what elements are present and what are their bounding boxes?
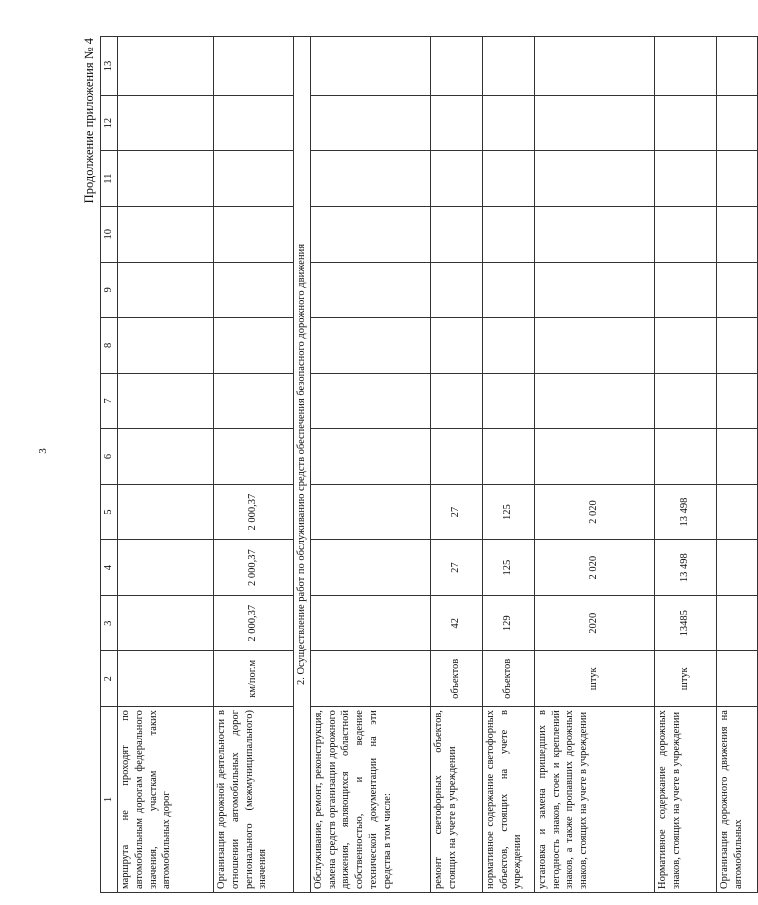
empty-cell: [654, 151, 716, 207]
row-name-cell: Обслуживание, ремонт, реконструкция, замена средств организации дорожного движения, являющихся областной собственностью, и ведение технической документации на эти средства в том числе:: [310, 707, 430, 893]
value-cell: 125: [482, 540, 534, 596]
empty-cell: [482, 151, 534, 207]
empty-cell: [716, 262, 757, 318]
empty-cell: [117, 95, 213, 151]
row-name-cell: маршрута не проходят по автомобильным дорогам федерального значения, участкам таких автомобильных дорог: [117, 707, 213, 893]
empty-cell: [716, 318, 757, 374]
value-cell: 2 000,37: [213, 595, 293, 651]
column-header: 1: [101, 707, 118, 893]
empty-cell: [654, 373, 716, 429]
empty-cell: [534, 95, 654, 151]
empty-cell: [213, 37, 293, 96]
row-name-cell: Организация дорожного движения на автомобильных: [716, 707, 757, 893]
section-title: 2. Осуществление работ по обслуживанию средств обеспечения безопасного дорожного движения: [293, 37, 310, 893]
empty-cell: [213, 95, 293, 151]
empty-cell: [534, 429, 654, 485]
value-cell: [117, 595, 213, 651]
value-cell: [716, 595, 757, 651]
unit-cell: штук: [534, 651, 654, 707]
empty-cell: [654, 37, 716, 96]
column-header: 10: [101, 207, 118, 263]
unit-cell: объектов: [482, 651, 534, 707]
value-cell: 129: [482, 595, 534, 651]
column-header: 3: [101, 595, 118, 651]
empty-cell: [482, 207, 534, 263]
empty-cell: [117, 429, 213, 485]
empty-cell: [716, 207, 757, 263]
column-header: 5: [101, 484, 118, 540]
empty-cell: [310, 262, 430, 318]
empty-cell: [117, 373, 213, 429]
empty-cell: [654, 262, 716, 318]
row-name-cell: Нормативное содержание дорожных знаков, стоящих на учете в учреждении: [654, 707, 716, 893]
table-row: [482, 37, 534, 893]
value-cell: 2 020: [534, 540, 654, 596]
empty-cell: [654, 207, 716, 263]
row-name-cell: Организация дорожной деятельности в отношении автомобильных дорог регионального (межмуниципального) значения: [213, 707, 293, 893]
empty-cell: [310, 37, 430, 96]
value-cell: 42: [430, 595, 482, 651]
value-cell: [310, 540, 430, 596]
table-row: [430, 37, 482, 893]
empty-cell: [534, 318, 654, 374]
empty-cell: [534, 373, 654, 429]
column-header: 13: [101, 37, 118, 96]
unit-cell: штук: [654, 651, 716, 707]
unit-cell: [117, 651, 213, 707]
value-cell: 2 020: [534, 484, 654, 540]
table-row: [716, 37, 757, 893]
empty-cell: [117, 262, 213, 318]
unit-cell: [310, 651, 430, 707]
empty-cell: [430, 95, 482, 151]
column-header: 11: [101, 151, 118, 207]
empty-cell: [117, 37, 213, 96]
value-cell: [716, 484, 757, 540]
empty-cell: [534, 262, 654, 318]
value-cell: 13 498: [654, 484, 716, 540]
table-row: [117, 37, 213, 893]
empty-cell: [716, 151, 757, 207]
data-table: [100, 36, 758, 893]
row-name-cell: установка и замена пришедших в негодность знаков, стоек и креплений знаков, а также пропавших дорожных знаков, стоящих на учете в учреждении: [534, 707, 654, 893]
empty-cell: [654, 95, 716, 151]
empty-cell: [534, 151, 654, 207]
empty-cell: [310, 95, 430, 151]
empty-cell: [310, 207, 430, 263]
section-row: [293, 37, 310, 893]
empty-cell: [213, 318, 293, 374]
empty-cell: [430, 37, 482, 96]
column-header: 6: [101, 429, 118, 485]
column-header: 8: [101, 318, 118, 374]
empty-cell: [482, 37, 534, 96]
value-cell: 27: [430, 540, 482, 596]
table-row: [310, 37, 430, 893]
empty-cell: [482, 429, 534, 485]
empty-cell: [213, 207, 293, 263]
empty-cell: [716, 95, 757, 151]
value-cell: [310, 595, 430, 651]
empty-cell: [430, 318, 482, 374]
empty-cell: [716, 373, 757, 429]
empty-cell: [430, 373, 482, 429]
empty-cell: [310, 318, 430, 374]
empty-cell: [310, 373, 430, 429]
row-name-cell: нормативное содержание светофорных объектов, стоящих на учете в учреждении: [482, 707, 534, 893]
column-header: 4: [101, 540, 118, 596]
empty-cell: [213, 429, 293, 485]
empty-cell: [534, 207, 654, 263]
empty-cell: [716, 429, 757, 485]
empty-cell: [534, 37, 654, 96]
empty-cell: [482, 318, 534, 374]
value-cell: [310, 484, 430, 540]
value-cell: 13 498: [654, 540, 716, 596]
empty-cell: [117, 151, 213, 207]
empty-cell: [482, 262, 534, 318]
value-cell: 2020: [534, 595, 654, 651]
empty-cell: [716, 37, 757, 96]
appendix-caption: Продолжение приложения № 4: [82, 38, 96, 204]
empty-cell: [310, 151, 430, 207]
value-cell: [716, 540, 757, 596]
empty-cell: [117, 207, 213, 263]
value-cell: 27: [430, 484, 482, 540]
empty-cell: [117, 318, 213, 374]
unit-cell: [716, 651, 757, 707]
value-cell: 13485: [654, 595, 716, 651]
empty-cell: [482, 373, 534, 429]
column-header: 12: [101, 95, 118, 151]
table-row: [534, 37, 654, 893]
empty-cell: [310, 429, 430, 485]
empty-cell: [213, 151, 293, 207]
empty-cell: [482, 95, 534, 151]
row-name-cell: ремонт светофорных объектов, стоящих на учете в учреждении: [430, 707, 482, 893]
empty-cell: [430, 207, 482, 263]
column-header: 9: [101, 262, 118, 318]
value-cell: [117, 540, 213, 596]
table-row: [213, 37, 293, 893]
value-cell: 2 000,37: [213, 484, 293, 540]
value-cell: 125: [482, 484, 534, 540]
header-row: [101, 37, 118, 893]
empty-cell: [654, 429, 716, 485]
empty-cell: [213, 262, 293, 318]
empty-cell: [213, 373, 293, 429]
unit-cell: км/пог.м: [213, 651, 293, 707]
empty-cell: [430, 429, 482, 485]
value-cell: [117, 484, 213, 540]
empty-cell: [654, 318, 716, 374]
rotated-page: [78, 36, 744, 893]
column-header: 7: [101, 373, 118, 429]
page-number: 3: [36, 448, 49, 454]
unit-cell: объектов: [430, 651, 482, 707]
value-cell: 2 000,37: [213, 540, 293, 596]
empty-cell: [430, 262, 482, 318]
table-row: [654, 37, 716, 893]
column-header: 2: [101, 651, 118, 707]
empty-cell: [430, 151, 482, 207]
